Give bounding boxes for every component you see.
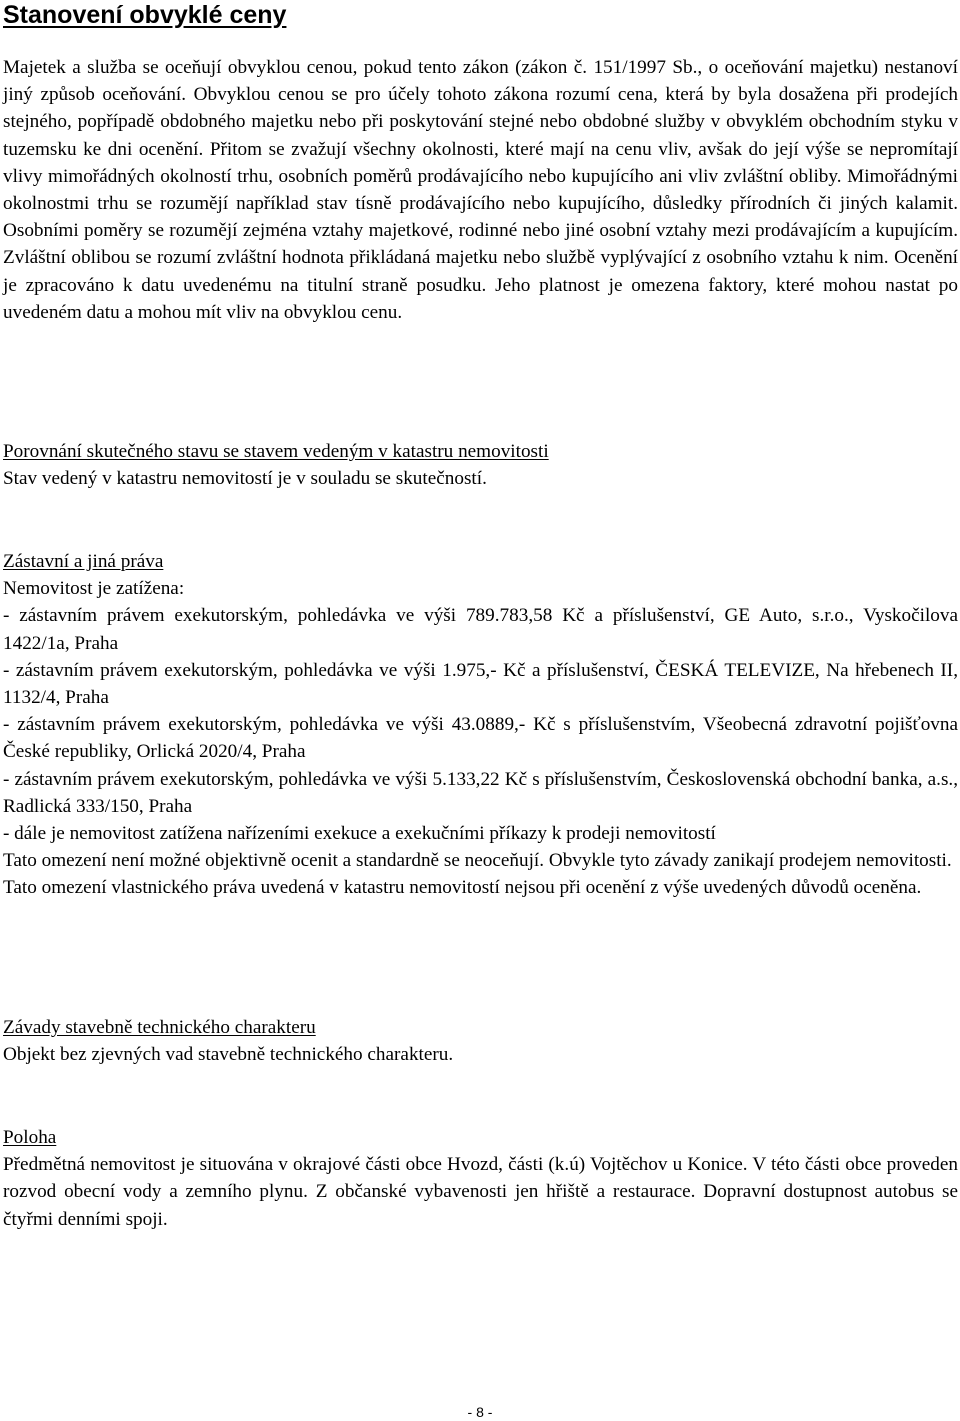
liens-section <box>3 548 958 902</box>
page-number: - 8 - <box>467 1404 493 1420</box>
comparison-section <box>3 438 958 492</box>
comparison-text: Stav vedený v katastru nemovitostí je v souladu se skutečností. <box>3 468 487 490</box>
lien-item: - zástavním právem exekutorským, pohledávka ve výši 1.975,- Kč a příslušenství, ČESKÁ TELEVIZE, Na hřebenech II, 1132/4, Praha <box>3 659 958 709</box>
location-text: Předmětná nemovitost je situována v okrajové části obce Hvozd, části (k.ú) Vojtěchov u Konice. V této části obce proveden rozvod obecní vody a zemního plynu. Z občanské vybavenosti jen hřiště a restaurace. Dopravní dostupnost autobus se čtyřmi denními spoji. <box>3 1154 958 1230</box>
comparison-heading: Porovnání skutečného stavu se stavem vedeným v katastru nemovitosti <box>3 441 549 462</box>
location-heading: Poloha <box>3 1127 57 1148</box>
lien-item: - dále je nemovitost zatížena nařízeními exekuce a exekučními příkazy k prodeji nemovitostí <box>3 823 716 845</box>
lien-item: - zástavním právem exekutorským, pohledávka ve výši 43.0889,- Kč s příslušenstvím, Všeobecná zdravotní pojišťovna České republiky, Orlická 2020/4, Praha <box>3 714 958 763</box>
lien-item: - zástavním právem exekutorským, pohledávka ve výši 5.133,22 Kč s příslušenstvím, Československá obchodní banka, a.s., Radlická 333/150, Praha <box>3 768 958 817</box>
liens-subheading: Nemovitost je zatížena: <box>3 578 185 600</box>
liens-note: Tato omezení není možné objektivně ocenit a standardně se neoceňují. Obvykle tyto závady zanikají prodejem nemovitosti. <box>3 850 952 872</box>
defects-heading: Závady stavebně technického charakteru <box>3 1017 316 1038</box>
liens-heading: Zástavní a jiná práva <box>3 551 164 572</box>
page-title: Stanovení obvyklé ceny <box>3 1 287 29</box>
liens-note: Tato omezení vlastnického práva uvedená v katastru nemovitostí nejsou při ocenění z výše uvedených důvodů oceněna. <box>3 877 922 899</box>
intro-paragraph: Majetek a služba se oceňují obvyklou cenou, pokud tento zákon (zákon č. 151/1997 Sb., o oceňování majetku) nestanoví jiný způsob oceňování. Obvyklou cenou se pro účely tohoto zákona rozumí cena, která by byla dosažena při prodejích stejného, popřípadě obdobného majetku nebo při poskytování stejné nebo obdobné služby v obvyklém obchodním styku v tuzemsku ke dni ocenění. Přitom se zvažují všechny okolnosti, které mají na cenu vliv, avšak do její výše se nepromítají vlivy mimořádných okolností trhu, osobních poměrů prodávajícího nebo kupujícího ani vliv zvláštní obliby. Mimořádnými okolnostmi trhu se rozumějí například stav tísně prodávajícího nebo kupujícího, důsledky přírodních či jiných kalamit. Osobními poměry se rozumějí zejména vztahy majetkové, rodinné nebo jiné osobní vztahy mezi prodávajícím a kupujícím. Zvláštní oblibou se rozumí zvláštní hodnota přikládaná majetku nebo službě vyplývající z osobního vztahu k nim. Ocenění je zpracováno k datu uvedenému na titulní straně posudku. Jeho platnost je omezena faktory, které mohou nastat po uvedeném datu a mohou mít vliv na obvyklou cenu. <box>3 57 958 323</box>
location-section <box>3 1124 958 1233</box>
defects-section <box>3 1014 958 1068</box>
defects-text: Objekt bez zjevných vad stavebně technického charakteru. <box>3 1044 454 1066</box>
document-page <box>3 0 958 326</box>
lien-item: - zástavním právem exekutorským, pohledávka ve výši 789.783,58 Kč a příslušenství, GE Auto, s.r.o., Vyskočilova 1422/1a, Praha <box>3 605 958 654</box>
